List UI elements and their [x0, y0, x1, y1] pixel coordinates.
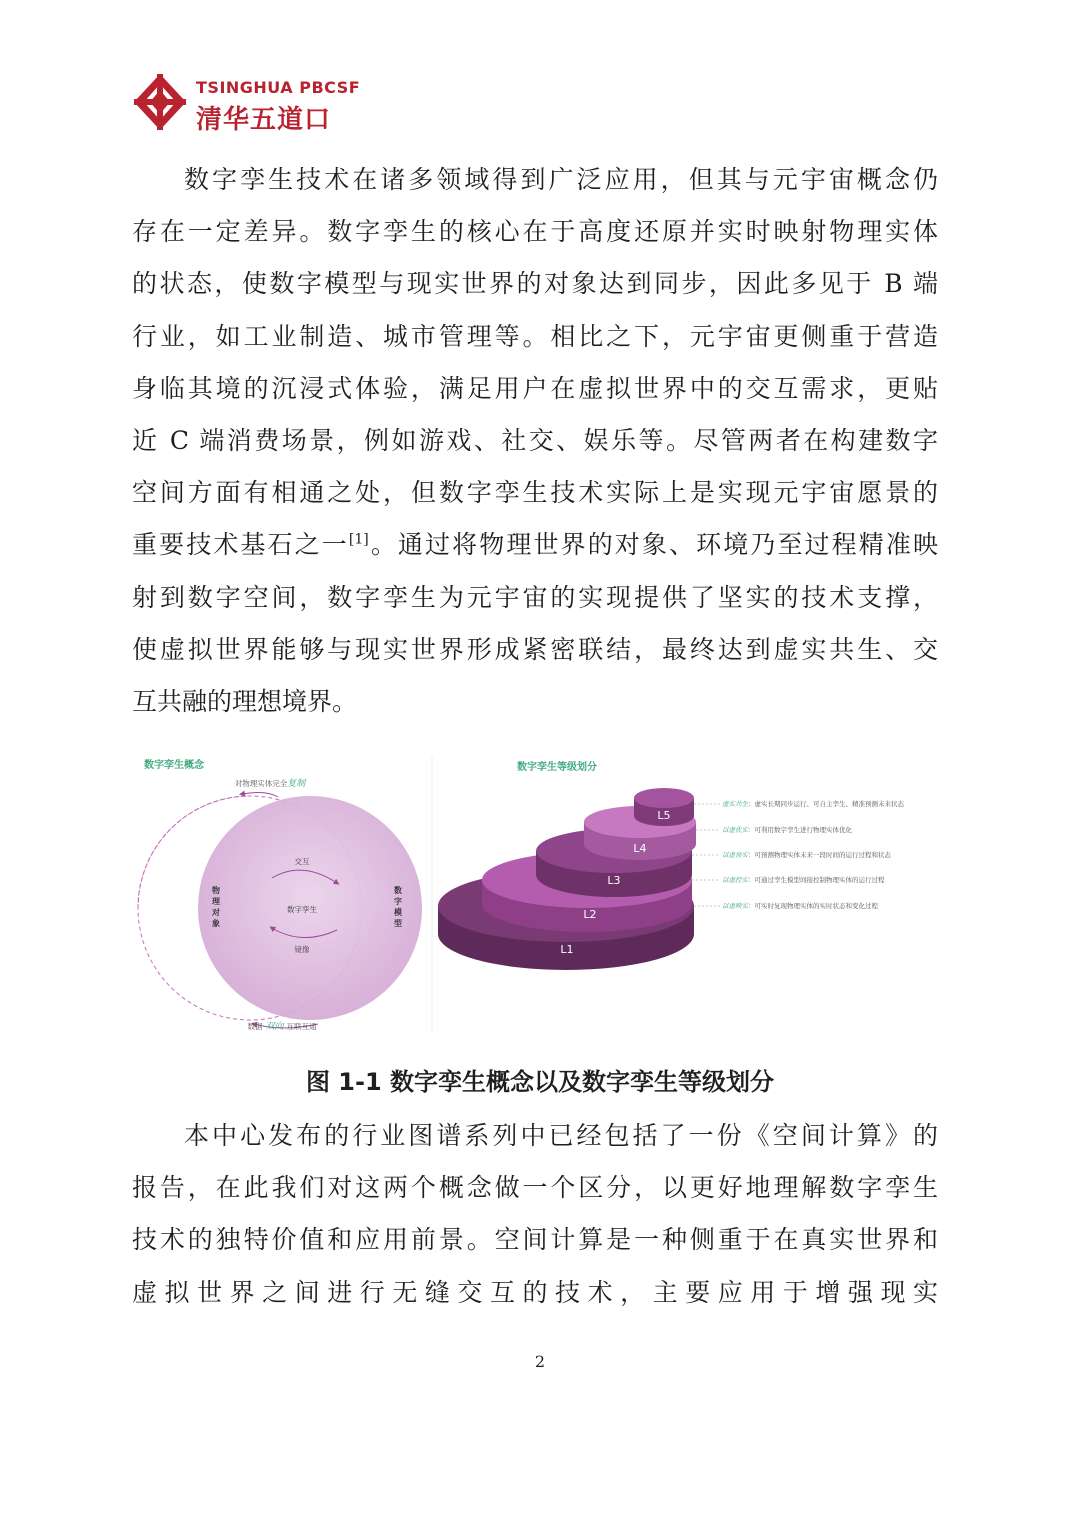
- logo-english-text: TSINGHUA PBCSF: [196, 78, 361, 97]
- level-desc-L4: 以虚优实：可利用数字孪生进行物理实体优化: [722, 826, 852, 834]
- label-char: 对: [212, 908, 220, 917]
- leader-lines: [692, 804, 720, 906]
- text-segment: 重要技术基石之一: [132, 530, 349, 560]
- mirror-label: 镜像: [294, 945, 310, 954]
- level-descriptions: [722, 799, 905, 910]
- bottom-label: [247, 1021, 317, 1032]
- text-line: 技术的独特价值和应用前景。空间计算是一种侧重于在真实世界和: [132, 1225, 938, 1255]
- level-label-L3: L3: [607, 874, 621, 887]
- page-number: 2: [534, 1352, 546, 1371]
- level-label-L4: L4: [633, 842, 647, 855]
- text-line: 互共融的理想境界。: [132, 686, 358, 716]
- text-line: 虚拟世界之间进行无缝交互的技术，主要应用于增强现实: [132, 1277, 938, 1307]
- label-char: 型: [394, 919, 402, 928]
- label-char: 象: [212, 919, 220, 928]
- header-logo: [132, 72, 372, 134]
- bottom-label-a: 数据: [247, 1022, 263, 1031]
- tier-L5-top: [634, 788, 694, 808]
- text-line: 空间方面有相通之处，但数字孪生技术实际上是实现元宇宙愿景的: [132, 478, 938, 508]
- text-line: 的状态，使数字模型与现实世界的对象达到同步，因此多见于 B 端: [132, 269, 938, 299]
- level-label-L5: L5: [657, 809, 671, 822]
- top-label-text: 对物理实体完全: [234, 779, 288, 788]
- text-line: 使虚拟世界能够与现实世界形成紧密联结，最终达到虚实共生、交: [132, 634, 938, 664]
- level-desc-L2: 以虚控实：可通过孪生模型间接控制物理实体的运行过程: [722, 876, 885, 884]
- text-line: 报告，在此我们对这两个概念做一个区分，以更好地理解数字孪生: [132, 1173, 938, 1203]
- level-desc-L5: 虚实共生：虚实长期同步运行、可自主孪生、精准预测未来状态: [722, 800, 904, 808]
- left-diagram-title: 数字孪生概念: [144, 760, 204, 771]
- label-char: 模: [394, 908, 402, 917]
- bottom-label-emphasis: 双向: [265, 1022, 284, 1032]
- text-line: 近 C 端消费场景，例如游戏、社交、娱乐等。尽管两者在构建数字: [132, 425, 938, 455]
- figure-caption: 图 1-1 数字孪生概念以及数字孪生等级划分: [305, 1068, 775, 1096]
- text-line-with-citation: [132, 519, 938, 571]
- text-line: 行业，如工业制造、城市管理等。相比之下，元宇宙更侧重于营造: [132, 321, 938, 351]
- text-segment: 。通过将物理世界的对象、环境乃至过程精准映: [368, 530, 938, 560]
- figure-svg: [132, 748, 948, 1038]
- logo-chinese-text: 清华五道口: [196, 105, 332, 135]
- interaction-label: 交互: [294, 857, 310, 866]
- pbcsf-logo-icon: [132, 72, 188, 132]
- label-char: 物: [212, 886, 220, 895]
- top-label-emphasis: 复制: [287, 779, 306, 789]
- figure-1-1: [132, 748, 948, 1038]
- text-line: 存在一定差异。数字孪生的核心在于高度还原并实时映射物理实体: [132, 217, 938, 247]
- label-char: 理: [212, 897, 220, 906]
- level-label-L1: L1: [560, 943, 574, 956]
- citation-ref[interactable]: [1]: [348, 531, 369, 548]
- level-label-L2: L2: [583, 908, 597, 921]
- level-desc-L1: 以虚映实：可实时复现物理实体的实时状态和变化过程: [722, 902, 878, 910]
- text-line: 身临其境的沉浸式体验，满足用户在虚拟世界中的交互需求，更贴: [132, 373, 938, 403]
- label-char: 字: [394, 897, 402, 906]
- label-char: 数: [394, 886, 402, 895]
- text-line: 数字孪生技术在诸多领域得到广泛应用，但其与元宇宙概念仍: [184, 165, 938, 194]
- paragraph-1: [132, 154, 938, 728]
- digital-twin-center-label: 数字孪生: [287, 905, 317, 914]
- top-label: [235, 778, 308, 789]
- bottom-label-b: 互联互通: [286, 1022, 317, 1031]
- text-line: 本中心发布的行业图谱系列中已经包括了一份《空间计算》的: [184, 1121, 938, 1150]
- paragraph-2: [132, 1110, 938, 1319]
- text-line: 射到数字空间，数字孪生为元宇宙的实现提供了坚实的技术支撑，: [132, 582, 938, 612]
- level-desc-L3: 以虚预实：可预测物理实体未来一段时间的运行过程和状态: [722, 851, 891, 859]
- right-diagram-title: 数字孪生等级划分: [517, 762, 597, 773]
